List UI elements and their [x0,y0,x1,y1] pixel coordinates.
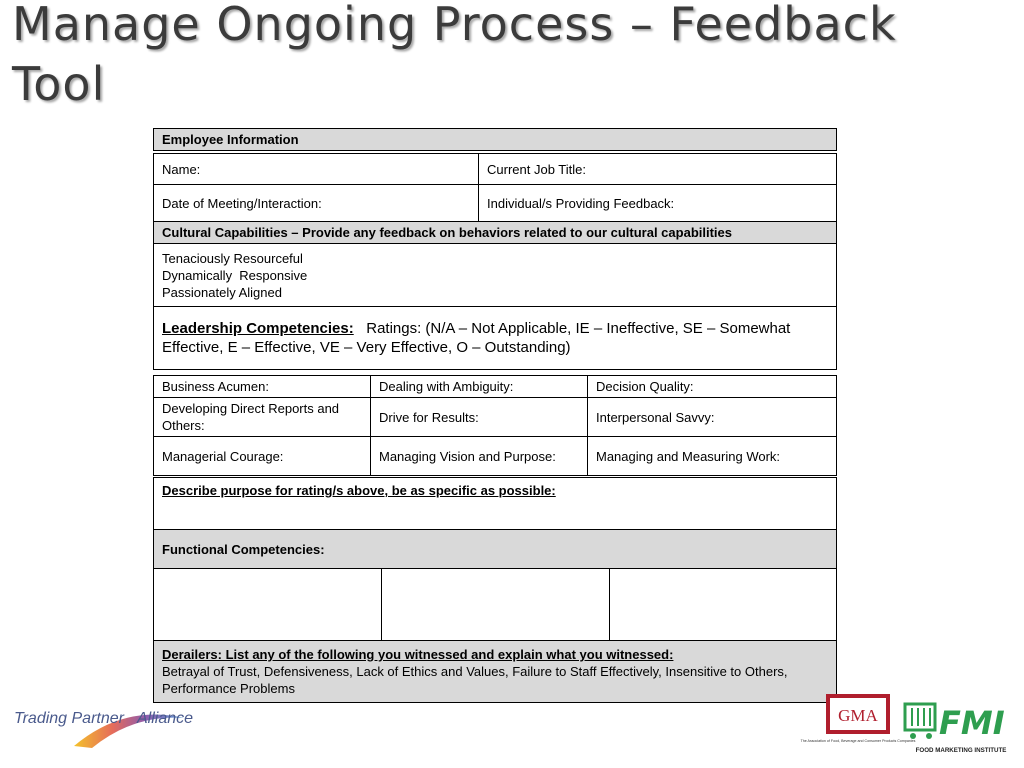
cultural-item: Passionately Aligned [162,284,282,300]
employee-info-section [153,128,837,151]
functional-cell[interactable] [610,569,837,641]
leadership-competencies [154,307,837,370]
competency-cell[interactable]: Managing Vision and Purpose: [371,437,588,476]
cultural-capabilities-list[interactable] [154,244,837,307]
competency-cell[interactable]: Dealing with Ambiguity: [371,376,588,398]
gma-logo-text: GMA [838,706,878,725]
fmi-logo-subtitle: FOOD MARKETING INSTITUTE [915,747,1007,754]
slide-title-line2: Tool [12,57,106,111]
tpa-word1: Trading Partner [14,710,124,727]
competency-grid [153,375,837,476]
fmi-logo-text: FMI [939,704,1005,742]
slide-title-line1: Manage Ongoing Process – Feedback [12,0,897,51]
fmi-logo [903,698,1019,756]
competency-cell[interactable]: Drive for Results: [371,398,588,437]
shopping-cart-icon [905,704,935,739]
functional-cell[interactable] [154,569,382,641]
competency-cell[interactable]: Developing Direct Reports and Others: [154,398,371,437]
meeting-date-field[interactable]: Date of Meeting/Interaction: [154,185,479,222]
leadership-ratings: Ratings: (N/A – Not Applicable, IE – Ineffective, SE – Somewhat Effective, E – Effective, VE – Very Effective, O – Outstanding) [162,320,791,356]
leadership-title: Leadership Competencies: [162,320,354,337]
functional-competencies-header: Functional Competencies: [154,530,837,569]
cultural-capabilities-header: Cultural Capabilities – Provide any feedback on behaviors related to our cultural capabilities [154,222,837,244]
describe-purpose-label: Describe purpose for rating/s above, be as specific as possible: [162,483,556,498]
competency-cell[interactable]: Decision Quality: [588,376,837,398]
tpa-subtitle: FMI and GMA [144,733,202,743]
ratings-explanation-block [153,477,837,703]
trading-partner-alliance-logo [14,696,209,758]
derailers-section[interactable] [154,641,837,703]
functional-cell[interactable] [382,569,610,641]
cultural-item: Tenaciously Resourceful [162,250,303,266]
competency-cell[interactable]: Managerial Courage: [154,437,371,476]
slide-title [12,0,1012,114]
job-title-field[interactable]: Current Job Title: [479,154,837,185]
competency-cell[interactable]: Managing and Measuring Work: [588,437,837,476]
name-field[interactable]: Name: [154,154,479,185]
tpa-word2: Alliance [137,710,194,727]
cultural-item: Dynamically Responsive [162,267,308,283]
employee-details-block [153,153,837,370]
describe-purpose-field[interactable] [154,478,837,530]
feedback-provider-field[interactable]: Individual/s Providing Feedback: [479,185,837,222]
derailers-title: Derailers: List any of the following you witnessed and explain what you witnessed: [162,647,674,662]
derailers-list: Betrayal of Trust, Defensiveness, Lack of Ethics and Values, Failure to Staff Effectively, Insensitive to Others, Performance Problems [162,664,788,696]
gma-logo-subtitle: The Association of Food, Beverage and Consumer Products Companies [800,739,916,743]
competency-cell[interactable]: Business Acumen: [154,376,371,398]
gma-logo [800,694,916,754]
employee-info-header: Employee Information [154,129,837,151]
competency-cell[interactable]: Interpersonal Savvy: [588,398,837,437]
